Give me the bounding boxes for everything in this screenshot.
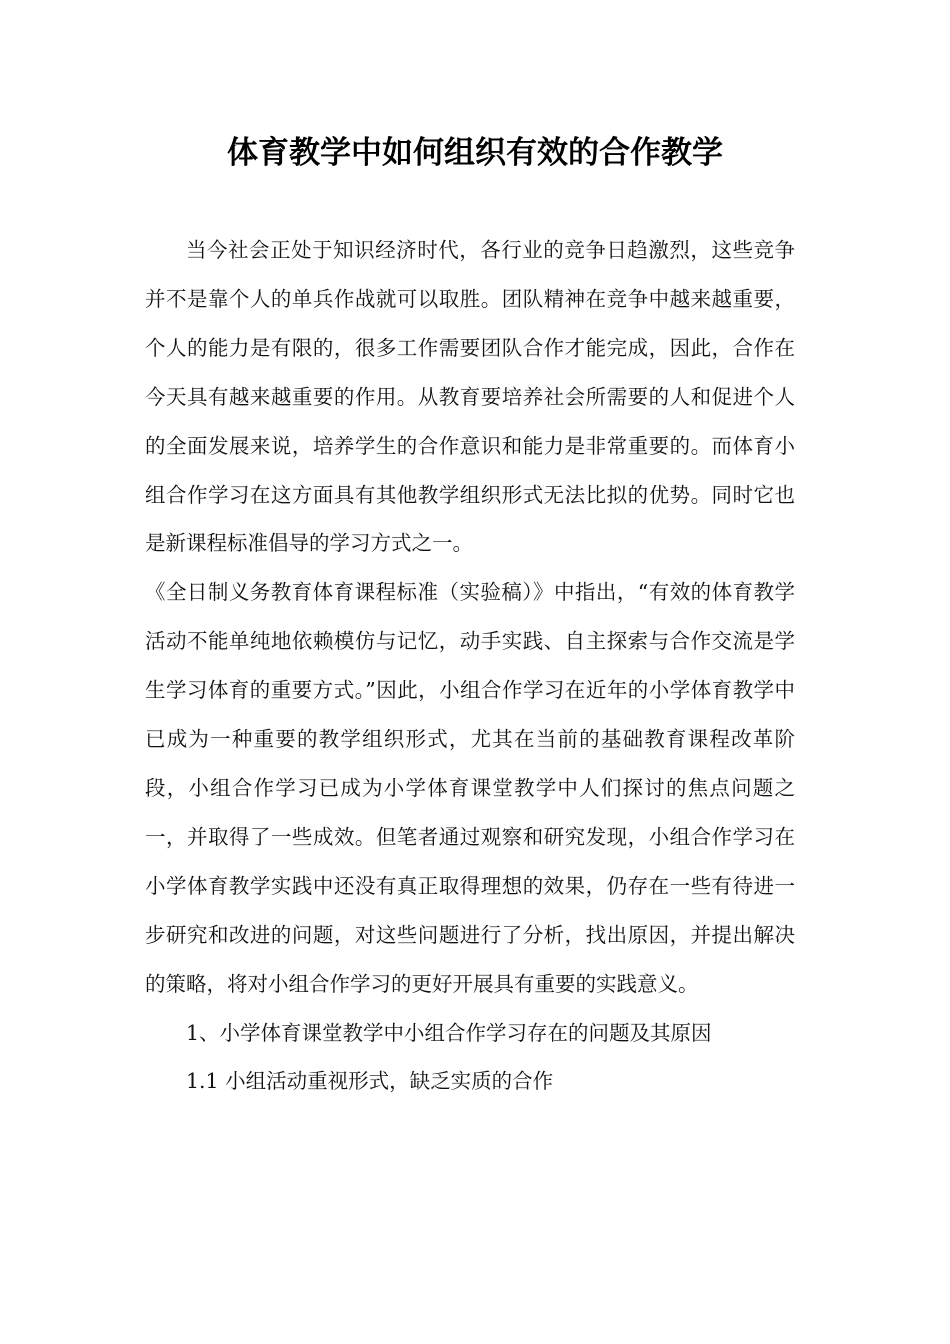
document-title: 体育教学中如何组织有效的合作教学 [227,135,723,171]
intro-paragraph: 当今社会正处于知识经济时代，各行业的竞争日趋激烈，这些竞争并不是靠个人的单兵作战就可以取胜。团队精神在竞争中越来越重要，个人的能力是有限的，很多工作需要团队合作才能完成，因此，合作在今天具有越来越重要的作用。从教育要培养社会所需要的人和促进个人的全面发展来说，培养学生的合作意识和能力是非常重要的。而体育小组合作学习在这方面具有其他教学组织形式无法比拟的优势。同时它也是新课程标准倡导的学习方式之一。 [145,238,795,556]
section-heading-1: 1、小学体育课堂教学中小组合作学习存在的问题及其原因 [186,1020,712,1045]
document-body [145,226,795,1106]
standard-quote-paragraph: 《全日制义务教育体育课程标准（实验稿）》中指出，“有效的体育教学活动不能单纯地依赖模仿与记忆，动手实践、自主探索与合作交流是学生学习体育的重要方式。”因此，小组合作学习在近年的小学体育教学中已成为一种重要的教学组织形式，尤其在当前的基础教育课程改革阶段，小组合作学习已成为小学体育课堂教学中人们探讨的焦点问题之一，并取得了一些成效。但笔者通过观察和研究发现，小组合作学习在小学体育教学实践中还没有真正取得理想的效果，仍存在一些有待进一步研究和改进的问题，对这些问题进行了分析，找出原因，并提出解决的策略，将对小组合作学习的更好开展具有重要的实践意义。 [145,580,795,996]
subsection-heading-1-1: 1.1 小组活动重视形式，缺乏实质的合作 [186,1069,554,1094]
